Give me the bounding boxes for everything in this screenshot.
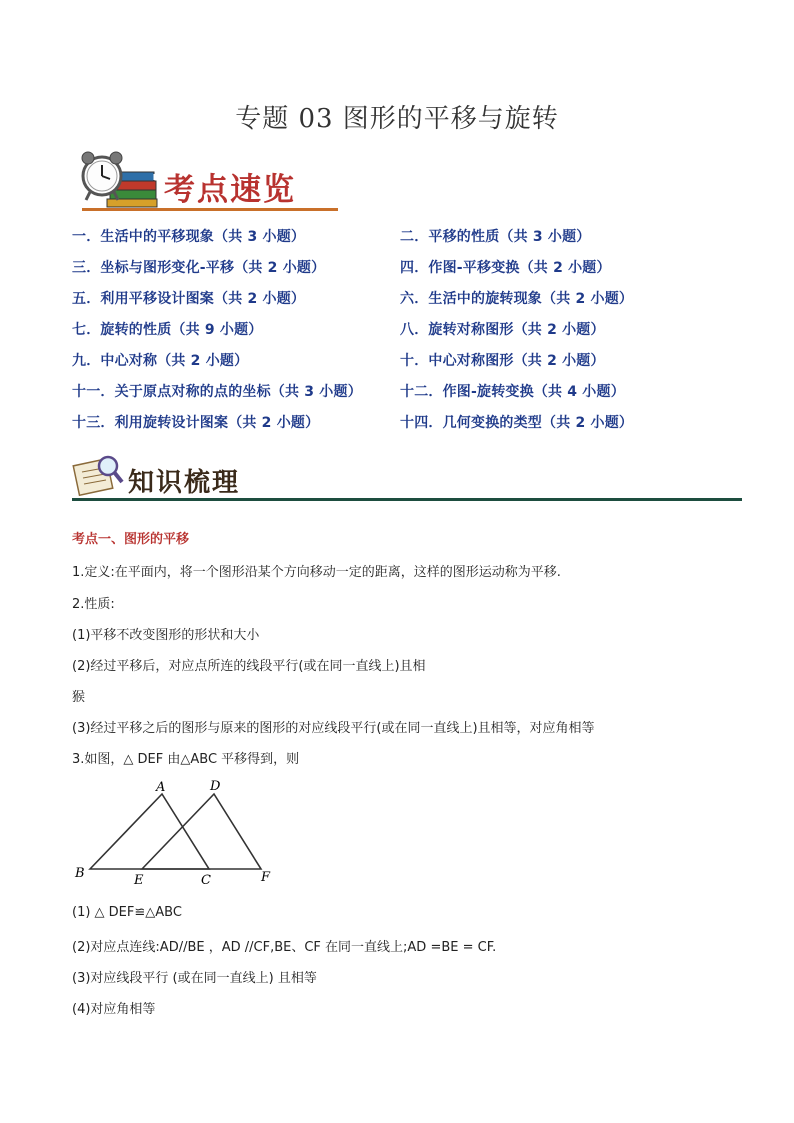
result-item: (3)对应线段平行 (或在同一直线上) 且相等 (72, 971, 317, 986)
topic-item: 三．坐标与图形变化-平移（共 2 小题） (72, 260, 326, 276)
label-d: D (210, 779, 221, 794)
topic-heading: 考点一、图形的平移 (72, 532, 190, 547)
topic-row (72, 350, 732, 381)
label-f: F (261, 870, 271, 885)
translation-triangle-figure (72, 776, 282, 891)
property-item: (3)经过平移之后的图形与原来的图形的对应线段平行(或在同一直线上)且相等，对应角相等 (72, 721, 595, 736)
topic-item: 十三．利用旋转设计图案（共 2 小题） (72, 415, 320, 431)
section-heading-knowledge: 知识梳理 (128, 468, 241, 498)
section-heading-overview: 考点速览 (164, 172, 296, 208)
label-c: C (201, 873, 211, 888)
property-item: (1)平移不改变图形的形状和大小 (72, 628, 260, 643)
topic-item: 六．生活中的旋转现象（共 2 小题） (400, 291, 634, 307)
topic-row (72, 257, 732, 288)
topic-item: 十一．关于原点对称的点的坐标（共 3 小题） (72, 384, 362, 400)
section-banner-overview (76, 150, 336, 214)
label-b: B (75, 866, 85, 881)
topic-list (72, 226, 732, 443)
topic-item: 九．中心对称（共 2 小题） (72, 353, 249, 369)
topic-item: 五．利用平移设计图案（共 2 小题） (72, 291, 306, 307)
topic-row (72, 381, 732, 412)
result-item: (4)对应角相等 (72, 1002, 156, 1017)
topic-item: 十二．作图-旋转变换（共 4 小题） (400, 384, 625, 400)
topic-item: 七．旋转的性质（共 9 小题） (72, 322, 263, 338)
section-rule (72, 498, 742, 501)
definition-text: 1.定义:在平面内，将一个图形沿某个方向移动一定的距离，这样的图形运动称为平移. (72, 565, 561, 580)
triangle-abc (90, 794, 209, 869)
page-title: 专题 03 图形的平移与旋转 (235, 104, 559, 134)
property-item: (2)经过平移后，对应点所连的线段平行(或在同一直线上)且相 (72, 659, 426, 674)
example-text: 3.如图，△ DEF 由△ABC 平移得到，则 (72, 752, 300, 767)
topic-item: 二．平移的性质（共 3 小题） (400, 229, 591, 245)
topic-item: 一．生活中的平移现象（共 3 小题） (72, 229, 306, 245)
section-rule (82, 208, 338, 211)
topic-item: 十．中心对称图形（共 2 小题） (400, 353, 605, 369)
notebook-magnifier-icon (72, 452, 126, 498)
section-banner-knowledge (72, 452, 742, 504)
label-a: A (156, 780, 166, 795)
alarm-clock-books-icon (76, 150, 162, 210)
topic-row (72, 412, 732, 443)
result-item: (2)对应点连线:AD//BE ，AD //CF,BE、CF 在同一直线上;AD =BE = CF. (72, 940, 497, 955)
result-item: (1) △ DEF≌△ABC (72, 905, 182, 920)
topic-row (72, 319, 732, 350)
property-item-continuation: 猴 (72, 690, 86, 705)
topic-row (72, 226, 732, 257)
property-label: 2.性质: (72, 597, 115, 612)
topic-item: 八．旋转对称图形（共 2 小题） (400, 322, 605, 338)
label-e: E (134, 873, 144, 888)
topic-item: 十四．几何变换的类型（共 2 小题） (400, 415, 634, 431)
topic-item: 四．作图-平移变换（共 2 小题） (400, 260, 611, 276)
topic-row (72, 288, 732, 319)
